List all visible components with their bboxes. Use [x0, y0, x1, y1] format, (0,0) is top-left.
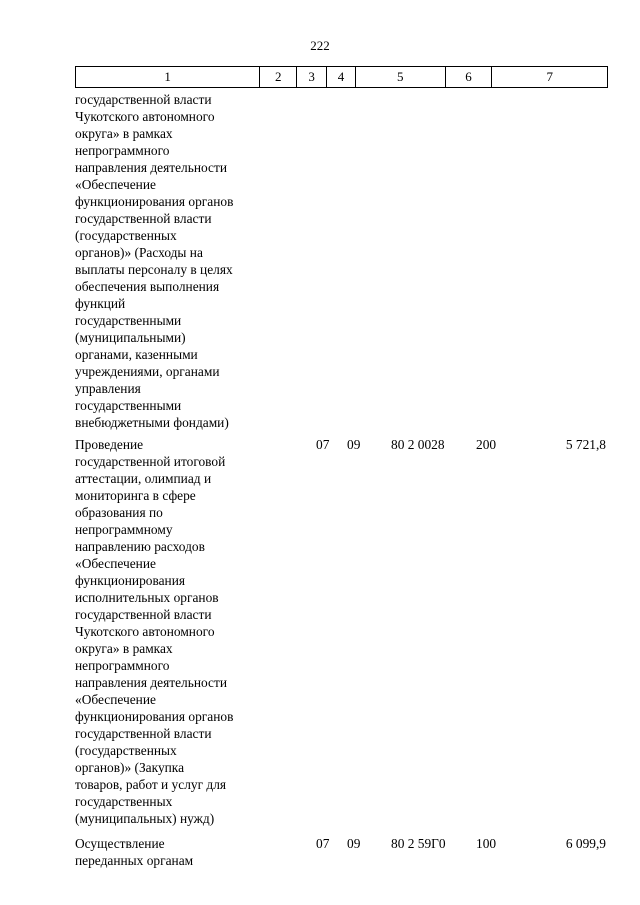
desc-line: непрограммного: [75, 658, 170, 673]
desc-line: государственными: [75, 398, 182, 413]
desc-line: округа» в рамках: [75, 641, 173, 656]
desc-line: государственной итоговой: [75, 454, 226, 469]
table-header-row: [75, 66, 608, 88]
row-1-description: [75, 436, 265, 827]
desc-line: направления деятельности: [75, 675, 228, 690]
row-2-description: [75, 835, 265, 869]
desc-line: мониторинга в сфере: [75, 488, 196, 503]
desc-line: Проведение: [75, 437, 144, 452]
desc-line: органов)» (Закупка: [75, 760, 185, 775]
header-col-4: 4: [327, 67, 356, 87]
desc-line: непрограммному: [75, 522, 173, 537]
row-2-col-7: 6 099,9: [565, 836, 606, 851]
desc-line: государственной власти: [75, 211, 212, 226]
desc-line: округа» в рамках: [75, 126, 173, 141]
desc-line: направлению расходов: [75, 539, 205, 554]
row-1-col-3: 07: [316, 437, 330, 452]
desc-line: товаров, работ и услуг для: [75, 777, 227, 792]
desc-line: «Обеспечение: [75, 177, 156, 192]
desc-line: образования по: [75, 505, 163, 520]
desc-line: функционирования: [75, 573, 186, 588]
desc-line: «Обеспечение: [75, 692, 156, 707]
desc-line: Чукотского автономного: [75, 624, 215, 639]
desc-line: внебюджетными фондами): [75, 415, 229, 430]
row-2-col-6: 100: [476, 836, 497, 851]
desc-line: «Обеспечение: [75, 556, 156, 571]
desc-line: (государственных: [75, 228, 177, 243]
header-col-7: 7: [546, 69, 553, 84]
desc-line: направления деятельности: [75, 160, 228, 175]
page-number: 222: [310, 38, 330, 53]
desc-line: государственными: [75, 313, 182, 328]
row-1-col-7: 5 721,8: [565, 437, 606, 452]
row-1-col-6: 200: [476, 437, 497, 452]
desc-line: переданных органам: [75, 853, 194, 868]
desc-line: управления: [75, 381, 141, 396]
desc-line: обеспечения выполнения: [75, 279, 220, 294]
desc-line: (муниципальных) нужд): [75, 811, 215, 826]
desc-line: аттестации, олимпиад и: [75, 471, 212, 486]
header-col-6: 6: [446, 67, 493, 87]
desc-line: Чукотского автономного: [75, 109, 215, 124]
header-col-2: 2: [260, 67, 297, 87]
continued-description: [75, 91, 265, 431]
desc-line: выплаты персоналу в целях: [75, 262, 233, 277]
row-2-col-3: 07: [316, 836, 330, 851]
desc-line: государственных: [75, 794, 173, 809]
desc-line: органов)» (Расходы на: [75, 245, 203, 260]
desc-line: учреждениями, органами: [75, 364, 220, 379]
header-col-3: 3: [297, 67, 327, 87]
desc-line: (муниципальными): [75, 330, 186, 345]
desc-line: функционирования органов: [75, 709, 234, 724]
row-2-col-5: 80 2 59Г0: [391, 836, 446, 851]
desc-line: функций: [75, 296, 126, 311]
header-col-5: 5: [356, 67, 446, 87]
row-1-col-4: 09: [347, 437, 361, 452]
header-col-1: 1: [76, 67, 260, 87]
row-2-col-4: 09: [347, 836, 361, 851]
desc-line: (государственных: [75, 743, 177, 758]
row-1-col-5: 80 2 0028: [391, 437, 445, 452]
desc-line: государственной власти: [75, 92, 212, 107]
desc-line: органами, казенными: [75, 347, 198, 362]
desc-line: государственной власти: [75, 607, 212, 622]
desc-line: Осуществление: [75, 836, 165, 851]
desc-line: исполнительных органов: [75, 590, 219, 605]
desc-line: государственной власти: [75, 726, 212, 741]
desc-line: непрограммного: [75, 143, 170, 158]
desc-line: функционирования органов: [75, 194, 234, 209]
